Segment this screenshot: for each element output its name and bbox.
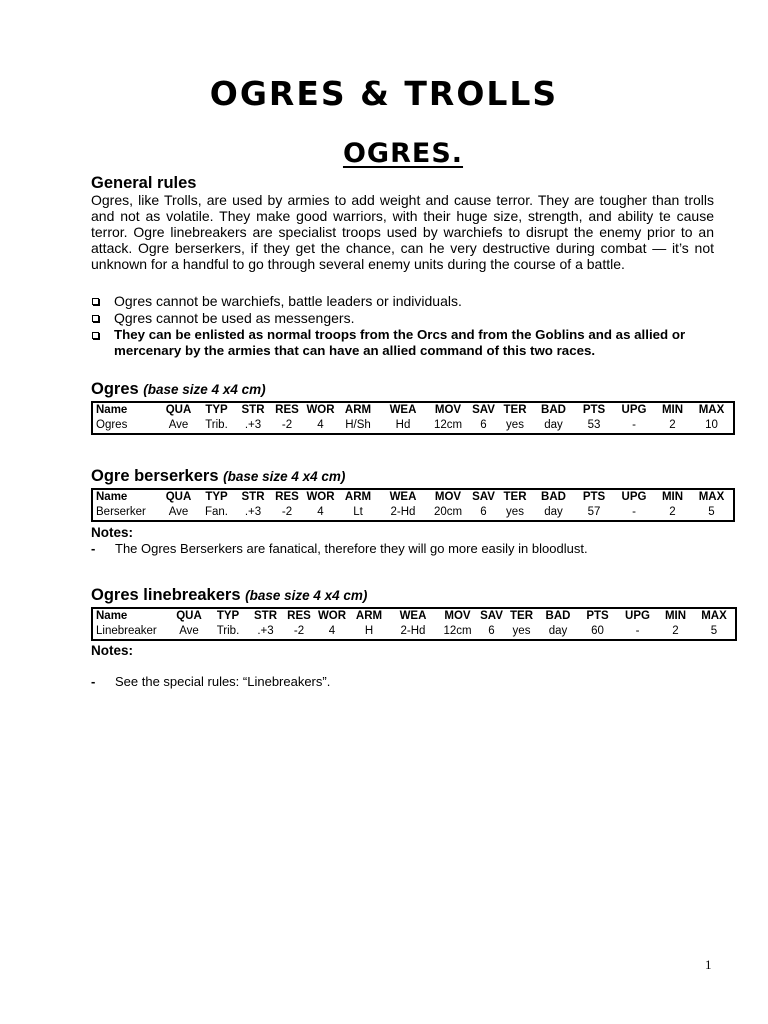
table-cell: Trib. — [216, 625, 240, 637]
bullet-item — [91, 293, 714, 309]
column-header: TER — [503, 491, 527, 503]
table-cell: -2 — [293, 625, 305, 637]
table-header-row — [92, 489, 734, 505]
table-cell: Trib. — [205, 419, 228, 431]
table-cell: - — [635, 625, 640, 637]
table-cell: -2 — [281, 506, 293, 518]
note-item — [91, 541, 738, 556]
column-header: STR — [241, 404, 265, 416]
column-header: SAV — [472, 404, 495, 416]
column-header: STR — [254, 610, 277, 622]
column-header: QUA — [165, 491, 192, 503]
table-cell: day — [548, 625, 568, 637]
table-cell: Lt — [353, 506, 363, 518]
table-cell: day — [544, 419, 563, 431]
table-cell: day — [544, 506, 563, 518]
unit-name: Ogres — [91, 380, 139, 398]
column-header: WEA — [389, 491, 417, 503]
bullet-text: Ogres cannot be warchiefs, battle leaders or individuals. — [114, 293, 462, 309]
column-header: TER — [510, 610, 533, 622]
column-header: UPG — [621, 491, 647, 503]
column-header: BAD — [541, 491, 566, 503]
column-header: MAX — [698, 491, 725, 503]
table-cell: 60 — [591, 625, 604, 637]
column-header: ARM — [344, 491, 372, 503]
unit-name: Ogre berserkers — [91, 467, 219, 485]
table-row — [92, 624, 736, 640]
column-header: UPG — [621, 404, 647, 416]
column-header: PTS — [582, 491, 606, 503]
note-marker: - — [91, 674, 96, 689]
stat-table-berserkers — [91, 488, 735, 522]
checkbox-bullet-icon — [92, 332, 99, 339]
notes-label: Notes: — [91, 643, 134, 658]
column-header: BAD — [541, 404, 566, 416]
column-header: Name — [96, 404, 128, 416]
table-cell: Ogres — [96, 419, 128, 431]
general-rules-paragraph: Ogres, like Trolls, are used by armies to add weight and cause terror. They are tougher than trolls and not as volatile. They make good warriors, with their huge size, strength, and ability te cause terror. Ogre linebreakers are specialist troops used by warchiefs to disrupt the enemy prior to an attack. Ogre berserkers, if they get the chance, can he very destructive during combat — it’s not unknown for a handful to go through several enemy units during the course of a battle. — [91, 192, 714, 272]
bullet-text: They can be enlisted as normal troops from the Orcs and from the Goblins and as allied or mercenary by the armies that can have an allied command of this two races. — [114, 326, 686, 358]
unit-heading-linebreakers — [91, 586, 714, 605]
table-cell: 6 — [480, 506, 487, 518]
table-cell: - — [632, 419, 636, 431]
table-cell: 2 — [672, 625, 679, 637]
column-header: QUA — [165, 404, 192, 416]
column-header: MIN — [661, 491, 684, 503]
column-header: MIN — [661, 404, 684, 416]
table-cell: 12cm — [433, 419, 463, 431]
column-header: WOR — [317, 610, 347, 622]
table-row — [92, 418, 734, 434]
table-cell: 5 — [708, 506, 715, 518]
general-rules-heading: General rules — [91, 174, 197, 192]
unit-heading-berserkers — [91, 467, 714, 486]
unit-heading-ogres — [91, 380, 714, 399]
column-header: TYP — [205, 404, 228, 416]
table-cell: 12cm — [443, 625, 472, 637]
table-cell: - — [632, 506, 636, 518]
unit-name: Ogres linebreakers — [91, 586, 241, 604]
column-header: RES — [275, 404, 299, 416]
column-header: STR — [241, 491, 265, 503]
notes-label: Notes: — [91, 525, 134, 540]
stat-table-linebreakers — [91, 607, 737, 641]
table-cell: 4 — [328, 625, 336, 637]
table-cell: H/Sh — [345, 419, 371, 431]
column-header: Name — [96, 491, 128, 503]
note-marker: - — [91, 541, 96, 556]
column-header: ARM — [355, 610, 383, 622]
base-size: (base size 4 x4 cm) — [143, 382, 266, 397]
column-header: MOV — [444, 610, 471, 622]
table-cell: -2 — [281, 419, 293, 431]
column-header: BAD — [545, 610, 571, 622]
table-cell: 20cm — [433, 506, 463, 518]
table-header-row — [92, 402, 734, 418]
column-header: RES — [287, 610, 311, 622]
table-cell: Berserker — [96, 506, 146, 518]
bullet-item — [91, 327, 714, 359]
table-cell: Fan. — [204, 506, 228, 518]
column-header: RES — [275, 491, 299, 503]
column-header: Name — [96, 610, 128, 622]
table-cell: 6 — [488, 625, 495, 637]
column-header: WOR — [306, 404, 335, 416]
table-cell: Ave — [168, 506, 189, 518]
table-cell: .+3 — [257, 625, 274, 637]
column-header: PTS — [582, 404, 606, 416]
column-header: TYP — [205, 491, 228, 503]
table-cell: 2-Hd — [390, 506, 416, 518]
table-cell: .+3 — [244, 506, 262, 518]
stat-table-ogres — [91, 401, 735, 435]
table-cell: 10 — [705, 419, 718, 431]
table-cell: Hd — [395, 419, 411, 431]
column-header: TER — [503, 404, 527, 416]
note-item — [91, 674, 738, 689]
note-text: The Ogres Berserkers are fanatical, therefore they will go more easily in bloodlust. — [115, 541, 588, 556]
document-title: OGRES & TROLLS — [209, 74, 559, 113]
table-cell: 6 — [480, 419, 487, 431]
table-cell: yes — [506, 419, 524, 431]
note-text: See the special rules: “Linebreakers”. — [115, 674, 331, 689]
table-cell: .+3 — [244, 419, 262, 431]
bullet-item — [91, 310, 714, 326]
checkbox-bullet-icon — [92, 315, 99, 322]
column-header: MOV — [434, 491, 462, 503]
table-row — [92, 505, 734, 521]
column-header: PTS — [586, 610, 609, 622]
table-header-row — [92, 608, 736, 624]
base-size: (base size 4 x4 cm) — [245, 588, 368, 603]
column-header: WEA — [389, 404, 417, 416]
column-header: SAV — [480, 610, 503, 622]
column-header: ARM — [344, 404, 372, 416]
column-header: QUA — [176, 610, 202, 622]
table-cell: Linebreaker — [96, 625, 157, 637]
table-cell: 4 — [317, 419, 324, 431]
page-number: 1 — [705, 957, 712, 972]
column-header: MIN — [664, 610, 687, 622]
table-cell: 53 — [587, 419, 601, 431]
column-header: MAX — [698, 404, 725, 416]
checkbox-bullet-icon — [92, 298, 99, 305]
column-header: SAV — [472, 491, 495, 503]
table-cell: H — [364, 625, 374, 637]
table-cell: 2 — [669, 419, 676, 431]
base-size: (base size 4 x4 cm) — [223, 469, 346, 484]
table-cell: 57 — [587, 506, 601, 518]
column-header: MAX — [701, 610, 727, 622]
section-title: OGRES. — [342, 138, 464, 169]
table-cell: Ave — [168, 419, 189, 431]
table-cell: 4 — [317, 506, 324, 518]
table-cell: yes — [512, 625, 531, 637]
table-cell: 2-Hd — [400, 625, 426, 637]
column-header: UPG — [625, 610, 650, 622]
table-cell: Ave — [179, 625, 199, 637]
bullet-text: Qgres cannot be used as messengers. — [114, 309, 355, 326]
table-cell: 5 — [710, 625, 718, 637]
column-header: TYP — [216, 610, 240, 622]
column-header: WOR — [306, 491, 335, 503]
column-header: MOV — [434, 404, 462, 416]
column-header: WEA — [399, 610, 427, 622]
table-cell: yes — [506, 506, 524, 518]
rules-bullet-list — [91, 293, 714, 359]
table-cell: 2 — [669, 506, 676, 518]
